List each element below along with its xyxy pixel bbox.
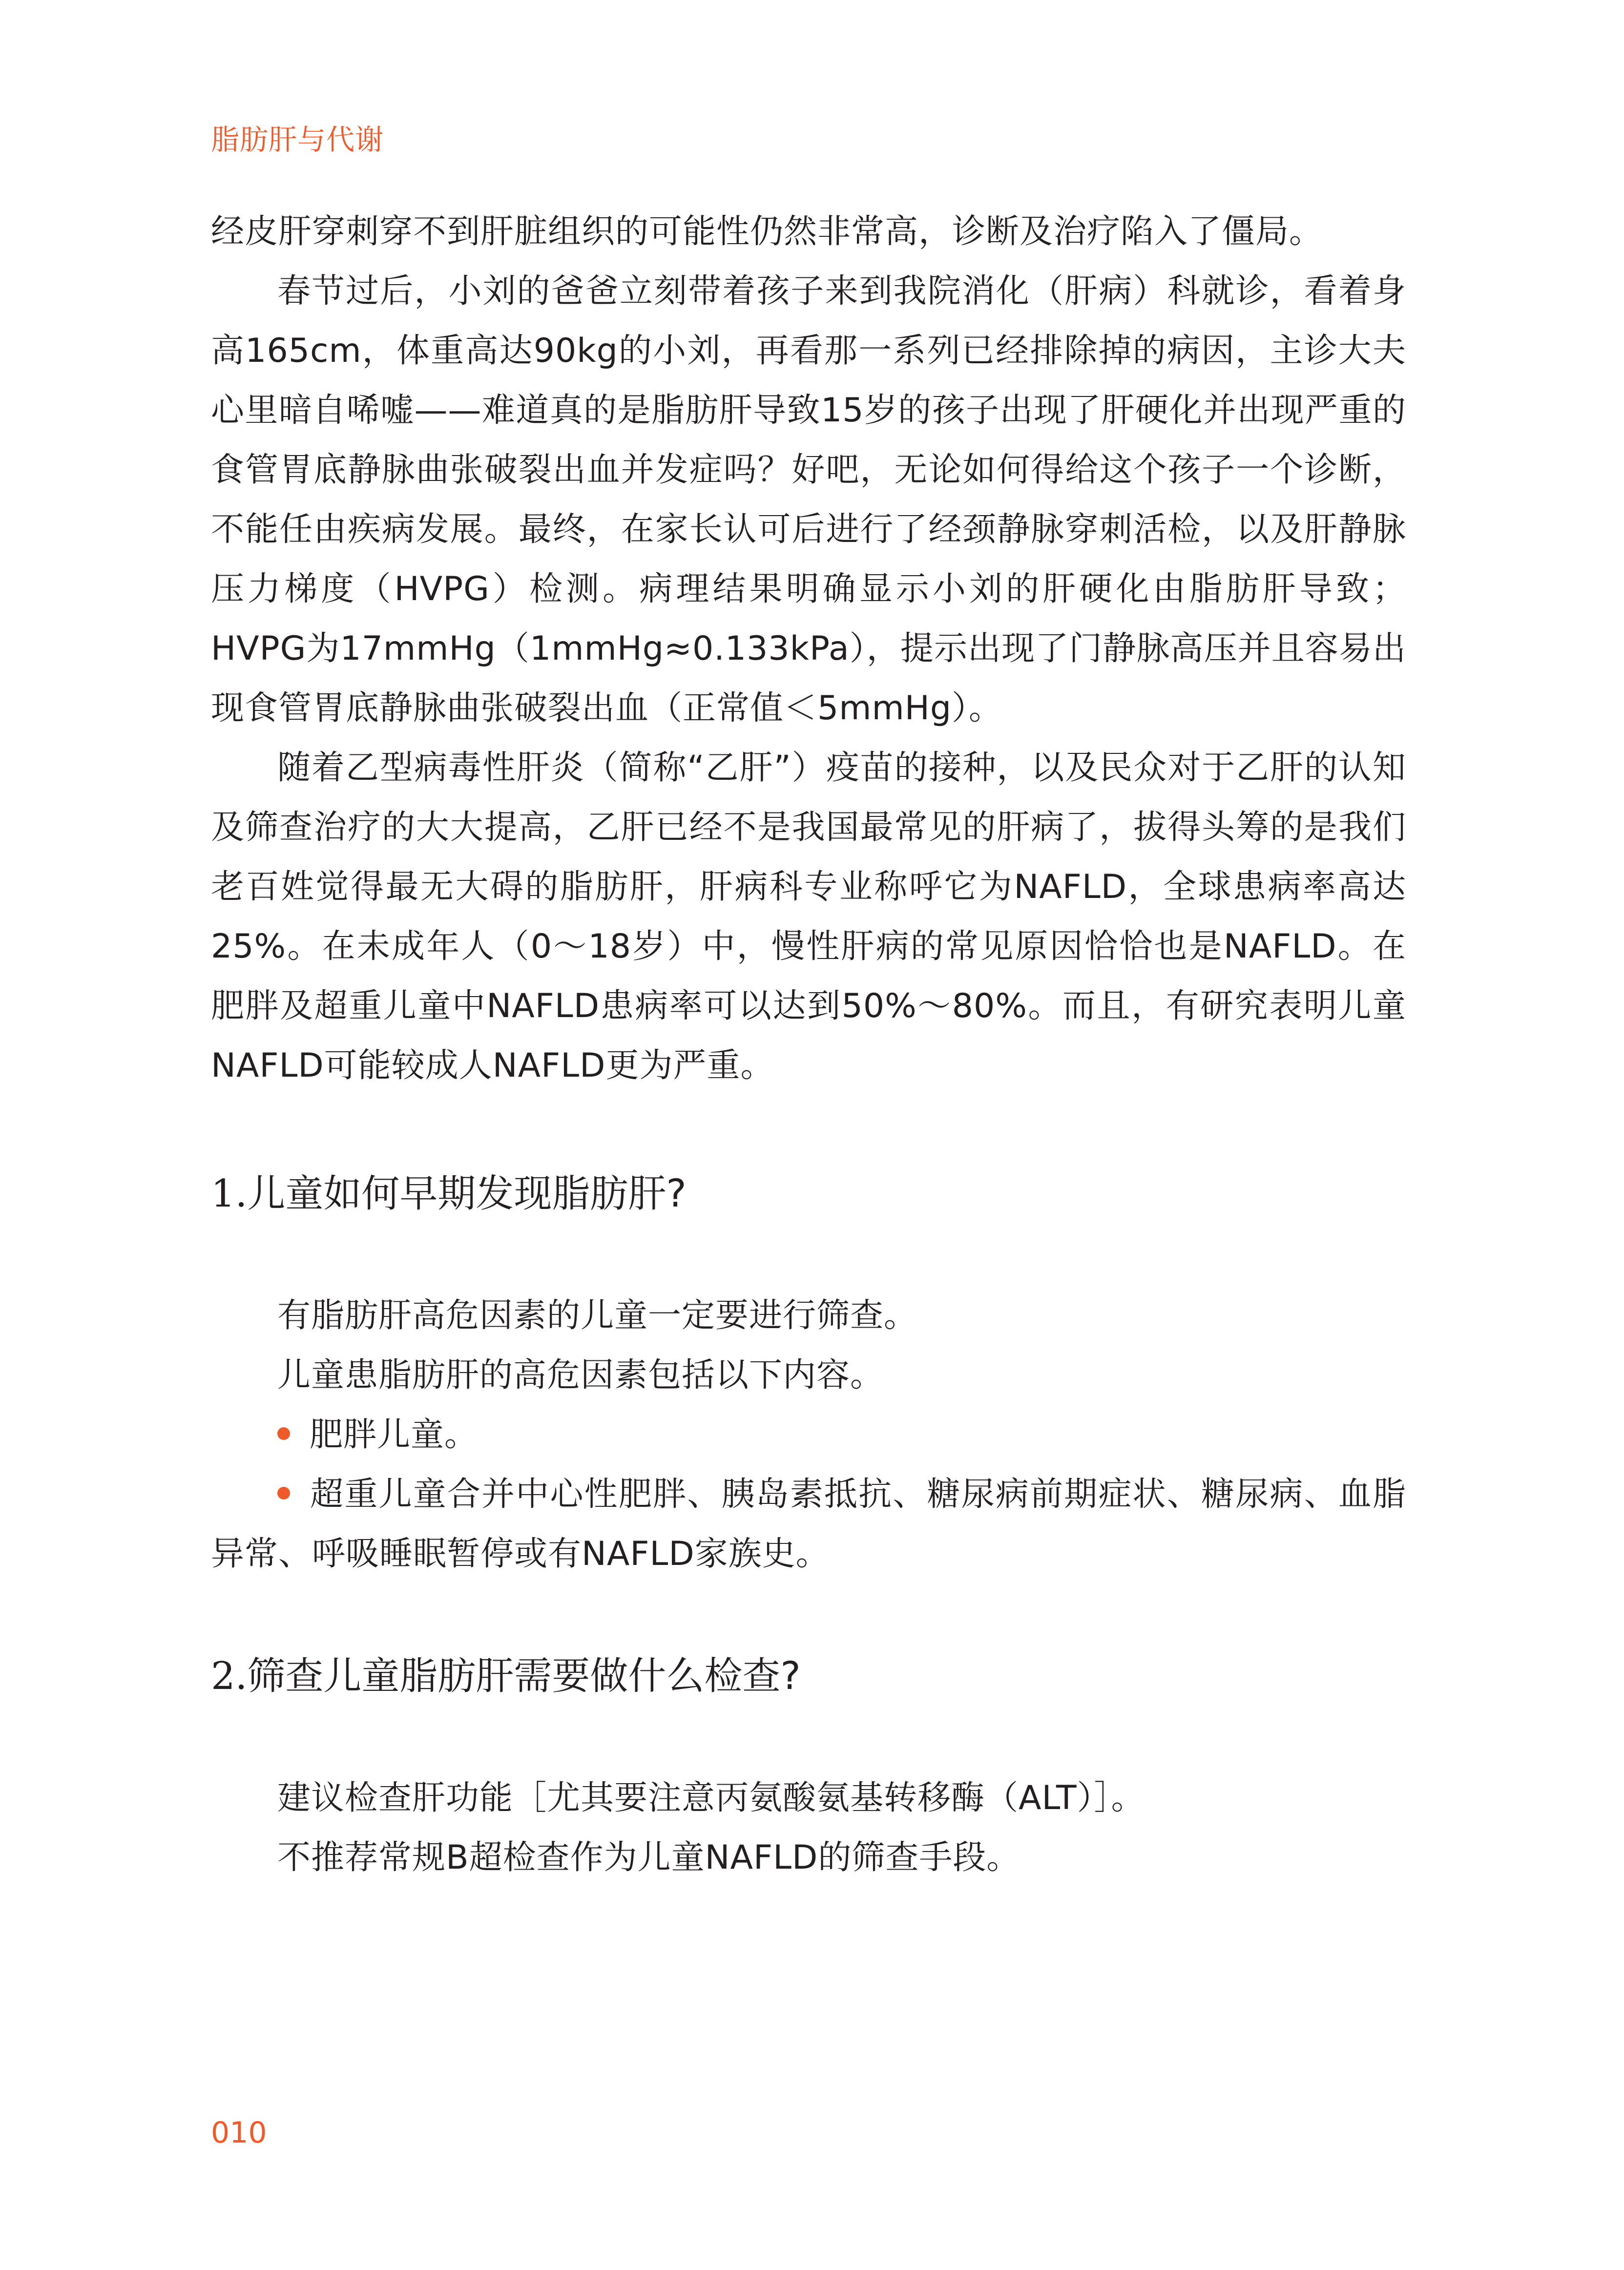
- page-number: 010: [211, 2116, 267, 2150]
- paragraph-continuation: 经皮肝穿刺穿不到肝脏组织的可能性仍然非常高，诊断及治疗陷入了僵局。: [211, 212, 1323, 251]
- section-title-2-text: 筛查儿童脂肪肝需要做什么检查?: [247, 1654, 801, 1698]
- running-header: 脂肪肝与代谢: [211, 123, 384, 156]
- bullet-dot-icon: [277, 1427, 290, 1440]
- paragraph-nafld-background: 随着乙型病毒性肝炎（简称“乙肝”）疫苗的接种，以及民众对于乙肝的认知及筛查治疗的大大提高，乙肝已经不是我国最常见的肝病了，拔得头筹的是我们老百姓觉得最无大碍的脂肪肝，肝病科专业称呼它为NAFLD，全球患病率高达25%。在未成年人（0～18岁）中，慢性肝病的常见原因恰恰也是NAFLD。在肥胖及超重儿童中NAFLD患病率可以达到50%～80%。而且，有研究表明儿童NAFLD可能较成人NAFLD更为严重。: [211, 749, 1406, 1085]
- section2-line-ultrasound: 不推荐常规B超检查作为儿童NAFLD的筛查手段。: [277, 1838, 1020, 1877]
- section-title-1: [211, 1167, 1406, 1221]
- section-title-1-text: 儿童如何早期发现脂肪肝?: [247, 1172, 687, 1216]
- bullet-text: 超重儿童合并中心性肥胖、胰岛素抵抗、糖尿病前期症状、糖尿病、血脂异常、呼吸睡眠暂停或有NAFLD家族史。: [211, 1475, 1406, 1573]
- section2-line-liver-function: 建议检查肝功能［尤其要注意丙氨酸氨基转移酶（ALT）］。: [277, 1779, 1145, 1817]
- bullet-item: [211, 1465, 1406, 1584]
- bullet-text: 肥胖儿童。: [310, 1416, 479, 1454]
- bullet-dot-icon: [277, 1487, 290, 1499]
- section1-line-screening: 有脂肪肝高危因素的儿童一定要进行筛查。: [277, 1296, 918, 1335]
- section1-line-risk-factors: 儿童患脂肪肝的高危因素包括以下内容。: [277, 1356, 884, 1395]
- page-content: [211, 202, 1406, 1888]
- section-number-1: 1.: [211, 1172, 248, 1216]
- bullet-item: [211, 1405, 1406, 1465]
- paragraph-case-story: 春节过后，小刘的爸爸立刻带着孩子来到我院消化（肝病）科就诊，看着身高165cm，体重高达90kg的小刘，再看那一系列已经排除掉的病因，主诊大夫心里暗自唏嘘——难道真的是脂肪肝导致15岁的孩子出现了肝硬化并出现严重的食管胃底静脉曲张破裂出血并发症吗？好吧，无论如何得给这个孩子一个诊断，不能任由疾病发展。最终，在家长认可后进行了经颈静脉穿刺活检，以及肝静脉压力梯度（HVPG）检测。病理结果明确显示小刘的肝硬化由脂肪肝导致；HVPG为17mmHg（1mmHg≈0.133kPa），提示出现了门静脉高压并且容易出现食管胃底静脉曲张破裂出血（正常值＜5mmHg）。: [211, 272, 1406, 728]
- section-title-2: [211, 1649, 1406, 1703]
- section-number-2: 2.: [211, 1654, 248, 1698]
